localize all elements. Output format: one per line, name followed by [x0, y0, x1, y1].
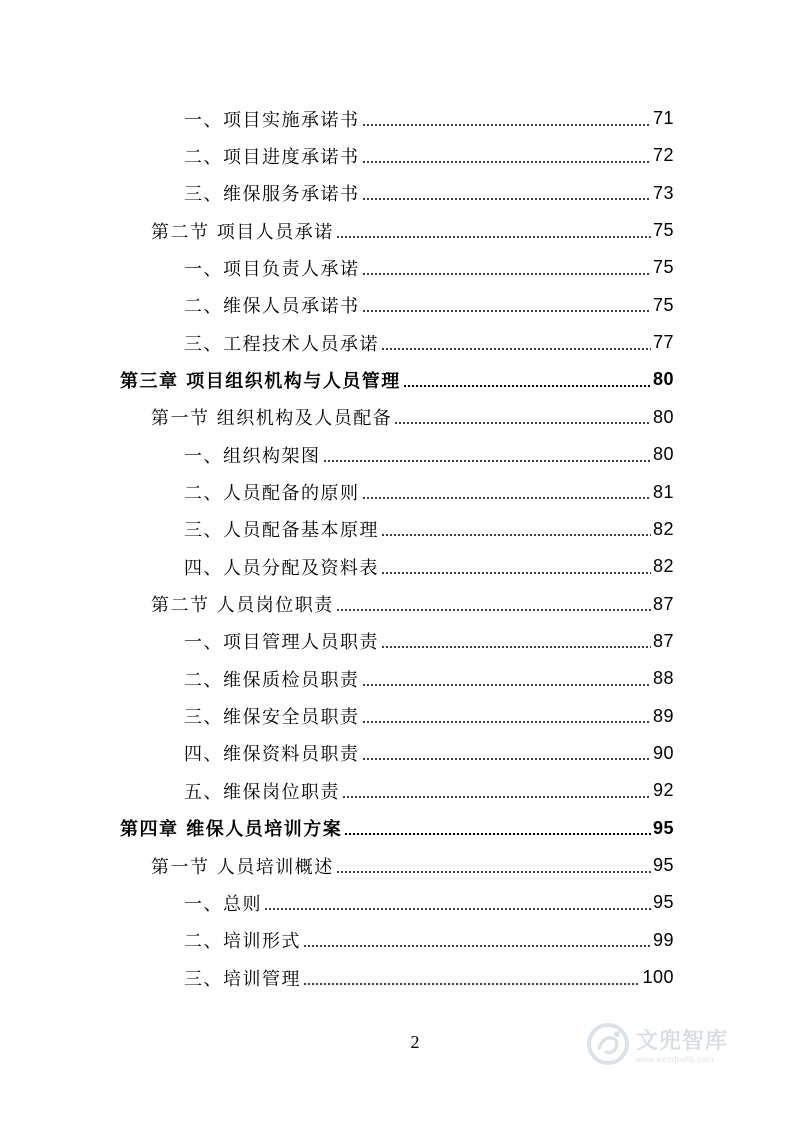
toc-entry-title: 二、项目进度承诺书 — [184, 146, 360, 168]
toc-entry-title: 一、组织构架图 — [184, 445, 321, 467]
toc-entry-page: 80 — [652, 406, 674, 427]
toc-entry-page: 82 — [652, 518, 674, 539]
toc-entry-title: 一、项目实施承诺书 — [184, 109, 360, 131]
toc-dot-leader — [323, 460, 651, 462]
toc-entry-title: 第一节 人员培训概述 — [151, 856, 334, 878]
toc-entry-title: 二、人员配备的原则 — [184, 483, 360, 504]
toc-dot-leader — [362, 161, 651, 163]
toc-entry-page: 87 — [652, 593, 674, 614]
toc-entry[interactable] — [184, 660, 674, 697]
toc-entry[interactable] — [184, 324, 674, 361]
toc-entry-title: 一、总则 — [184, 893, 262, 915]
toc-dot-leader — [336, 871, 651, 873]
toc-entry-page: 100 — [642, 967, 674, 988]
wendou-logo-icon — [586, 1022, 630, 1066]
toc-entry-title: 第二节 项目人员承诺 — [151, 221, 334, 243]
toc-entry[interactable] — [184, 623, 674, 660]
toc-entry-page: 95 — [652, 892, 674, 913]
toc-entry-page: 80 — [652, 444, 674, 465]
toc-entry-title: 一、项目管理人员职责 — [184, 632, 379, 654]
toc-entry-page: 75 — [652, 294, 674, 315]
toc-entry[interactable] — [184, 884, 674, 921]
page-number: 2 — [410, 1032, 420, 1052]
toc-entry[interactable] — [151, 212, 674, 249]
toc-entry-title: 四、维保资料员职责 — [184, 744, 360, 766]
toc-entry[interactable] — [184, 249, 674, 286]
toc-entry-page: 72 — [652, 145, 674, 166]
toc-entry-page: 71 — [652, 108, 674, 128]
toc-entry-title: 二、维保人员承诺书 — [184, 296, 360, 318]
toc-entry[interactable] — [184, 287, 674, 324]
toc-dot-leader — [264, 908, 651, 910]
toc-entry[interactable] — [184, 772, 674, 809]
toc-entry-page: 75 — [652, 220, 674, 241]
toc-entry-title: 第四章 维保人员培训方案 — [120, 819, 343, 841]
toc-entry-title: 五、维保岗位职责 — [184, 781, 340, 803]
toc-dot-leader — [362, 273, 651, 275]
toc-entry[interactable] — [184, 548, 674, 585]
toc-entry[interactable] — [184, 436, 674, 473]
toc-entry[interactable] — [184, 137, 674, 174]
toc-entry-title: 三、人员配备基本原理 — [184, 520, 379, 542]
toc-entry-page: 92 — [652, 780, 674, 801]
toc-entry[interactable] — [120, 810, 674, 847]
toc-entry[interactable] — [184, 735, 674, 772]
toc-dot-leader — [303, 983, 640, 985]
toc-dot-leader — [381, 348, 651, 350]
toc-dot-leader — [303, 945, 651, 947]
toc-entry-title: 三、工程技术人员承诺 — [184, 333, 379, 355]
watermark-name: 文兜智库 — [636, 1029, 729, 1054]
toc-entry-title: 第一节 组织机构及人员配备 — [151, 408, 393, 430]
toc-entry[interactable] — [120, 361, 674, 398]
toc-entry[interactable] — [151, 399, 674, 436]
toc-dot-leader — [381, 534, 651, 536]
toc-entry[interactable] — [184, 474, 674, 511]
toc-dot-leader — [362, 684, 651, 686]
toc-dot-leader — [342, 796, 651, 798]
toc-dot-leader — [381, 646, 651, 648]
watermark-logo — [586, 1016, 756, 1072]
toc-entry-page: 80 — [652, 369, 674, 390]
toc-entry[interactable] — [151, 847, 674, 884]
toc-dot-leader — [344, 833, 651, 835]
toc-entry[interactable] — [184, 698, 674, 735]
toc-entry-page: 99 — [652, 929, 674, 950]
toc-entry-page: 90 — [652, 742, 674, 763]
toc-dot-leader — [362, 721, 651, 723]
toc-entry-title: 二、培训形式 — [184, 931, 301, 953]
toc-dot-leader — [336, 236, 651, 238]
toc-entry-page: 81 — [652, 481, 674, 502]
toc-entry[interactable] — [184, 922, 674, 959]
toc-entry-title: 二、维保质检员职责 — [184, 669, 360, 691]
toc-entry-title: 三、维保服务承诺书 — [184, 184, 360, 206]
toc-entry[interactable] — [184, 959, 674, 996]
toc-entry-page: 88 — [652, 668, 674, 689]
toc-entry-page: 75 — [652, 257, 674, 278]
watermark-url: www.wendoulib.com — [636, 1055, 714, 1064]
toc-dot-leader — [362, 124, 651, 126]
toc-dot-leader — [362, 497, 651, 499]
toc-entry-title: 一、项目负责人承诺 — [184, 258, 360, 280]
toc-entry-page: 89 — [652, 705, 674, 726]
toc-entry[interactable] — [184, 511, 674, 548]
toc-entry-page: 82 — [652, 556, 674, 577]
toc-entry[interactable] — [151, 586, 674, 623]
toc-entry[interactable] — [184, 175, 674, 212]
toc-entry-page: 95 — [652, 855, 674, 875]
toc-dot-leader — [403, 385, 651, 387]
toc-entry-title: 第二节 人员岗位职责 — [151, 595, 334, 617]
toc-entry-page: 77 — [652, 332, 674, 353]
toc-entry-title: 第三章 项目组织机构与人员管理 — [120, 370, 401, 392]
toc-dot-leader — [362, 758, 651, 760]
toc-dot-leader — [362, 310, 651, 312]
toc-entry-page: 87 — [652, 630, 674, 651]
toc-dot-leader — [394, 422, 651, 424]
toc-dot-leader — [381, 572, 651, 574]
toc-entry-page: 73 — [652, 182, 674, 203]
toc-dot-leader — [336, 609, 651, 611]
toc-entry-page: 95 — [652, 817, 674, 838]
toc-entry-title: 三、维保安全员职责 — [184, 707, 360, 729]
watermark-text — [636, 1024, 728, 1064]
toc-dot-leader — [362, 198, 651, 200]
toc-entry[interactable] — [184, 100, 674, 137]
toc-entry-title: 三、培训管理 — [184, 968, 301, 990]
toc-entry-title: 四、人员分配及资料表 — [184, 557, 379, 579]
